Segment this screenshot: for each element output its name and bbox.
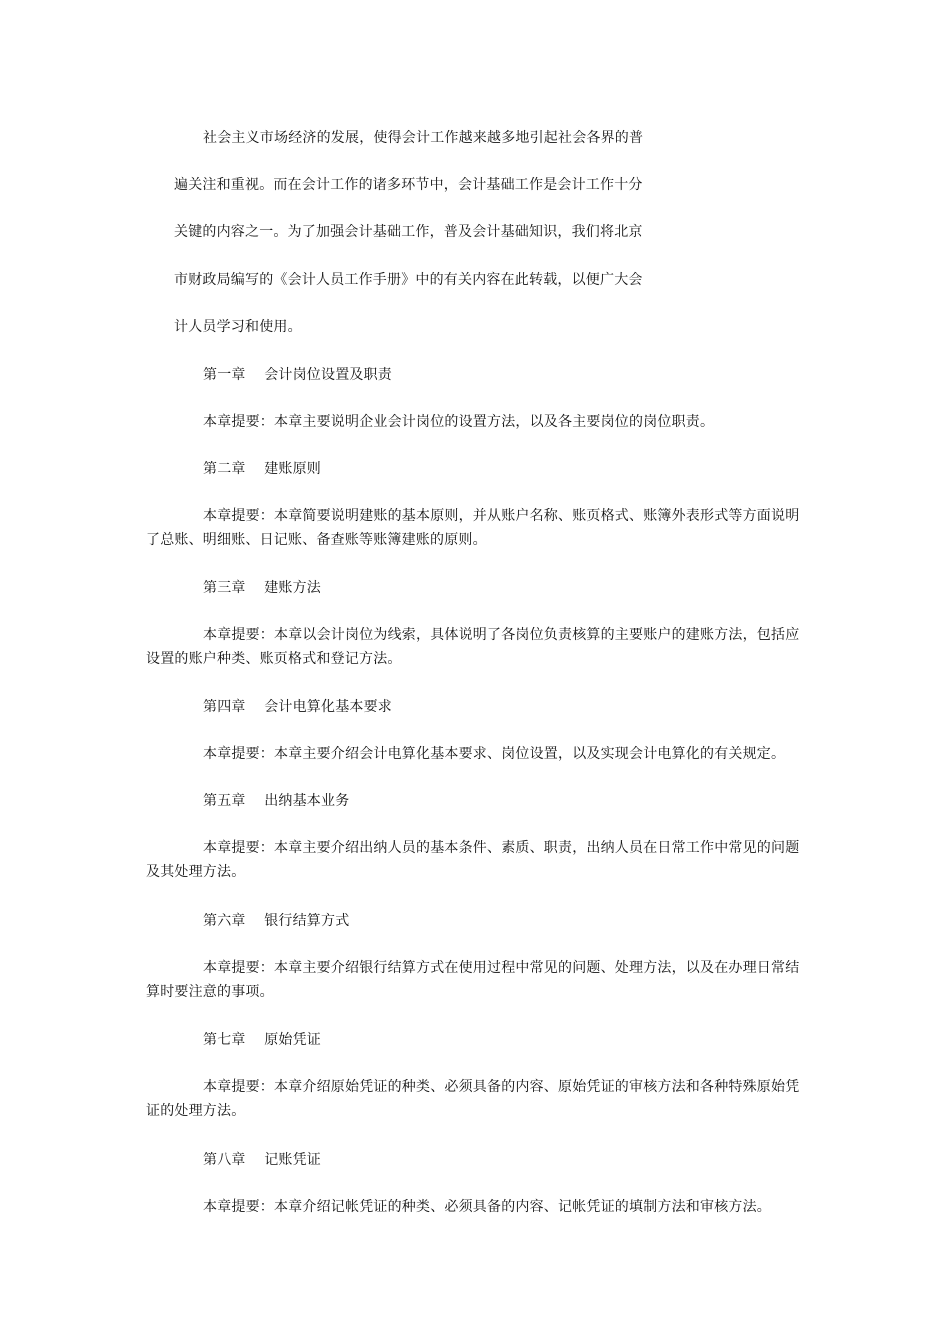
chapter-1-heading: 第一章 会计岗位设置及职责 bbox=[203, 367, 392, 383]
chapter-7-summary: 本章提要：本章介绍原始凭证的种类、必须具备的内容、原始凭证的审核方法和各种特殊原始凭证的处理方法。 bbox=[146, 1079, 800, 1119]
intro-line-2: 遍关注和重视。而在会计工作的诸多环节中，会计基础工作是会计工作十分 bbox=[174, 177, 643, 193]
chapter-7-heading: 第七章 原始凭证 bbox=[203, 1032, 322, 1048]
chapter-2-heading: 第二章 建账原则 bbox=[203, 461, 322, 477]
chapter-6-summary: 本章提要：本章主要介绍银行结算方式在使用过程中常见的问题、处理方法，以及在办理日常结算时要注意的事项。 bbox=[146, 960, 800, 1000]
chapter-8-heading: 第八章 记账凭证 bbox=[203, 1152, 322, 1168]
chapter-5-summary: 本章提要：本章主要介绍出纳人员的基本条件、素质、职责，出纳人员在日常工作中常见的问题及其处理方法。 bbox=[146, 840, 800, 880]
chapter-2-summary: 本章提要：本章简要说明建账的基本原则，并从账户名称、账页格式、账簿外表形式等方面说明了总账、明细账、日记账、备查账等账簿建账的原则。 bbox=[146, 508, 800, 548]
chapter-1-summary: 本章提要：本章主要说明企业会计岗位的设置方法，以及各主要岗位的岗位职责。 bbox=[203, 414, 715, 430]
chapter-6-heading: 第六章 银行结算方式 bbox=[203, 913, 350, 929]
chapter-4-heading: 第四章 会计电算化基本要求 bbox=[203, 699, 392, 715]
chapter-3-summary: 本章提要：本章以会计岗位为线索，具体说明了各岗位负责核算的主要账户的建账方法，包括应设置的账户种类、账页格式和登记方法。 bbox=[146, 627, 800, 667]
intro-line-3: 关键的内容之一。为了加强会计基础工作，普及会计基础知识，我们将北京 bbox=[174, 224, 643, 240]
chapter-3-heading: 第三章 建账方法 bbox=[203, 580, 322, 596]
chapter-5-heading: 第五章 出纳基本业务 bbox=[203, 793, 350, 809]
chapter-8-summary: 本章提要：本章介绍记帐凭证的种类、必须具备的内容、记帐凭证的填制方法和审核方法。 bbox=[203, 1199, 771, 1215]
intro-line-4: 市财政局编写的《会计人员工作手册》中的有关内容在此转载，以便广大会 bbox=[174, 272, 643, 288]
chapter-4-summary: 本章提要：本章主要介绍会计电算化基本要求、岗位设置，以及实现会计电算化的有关规定。 bbox=[203, 746, 786, 762]
intro-line-5: 计人员学习和使用。 bbox=[174, 319, 302, 335]
intro-line-1: 社会主义市场经济的发展，使得会计工作越来越多地引起社会各界的普 bbox=[203, 130, 644, 146]
